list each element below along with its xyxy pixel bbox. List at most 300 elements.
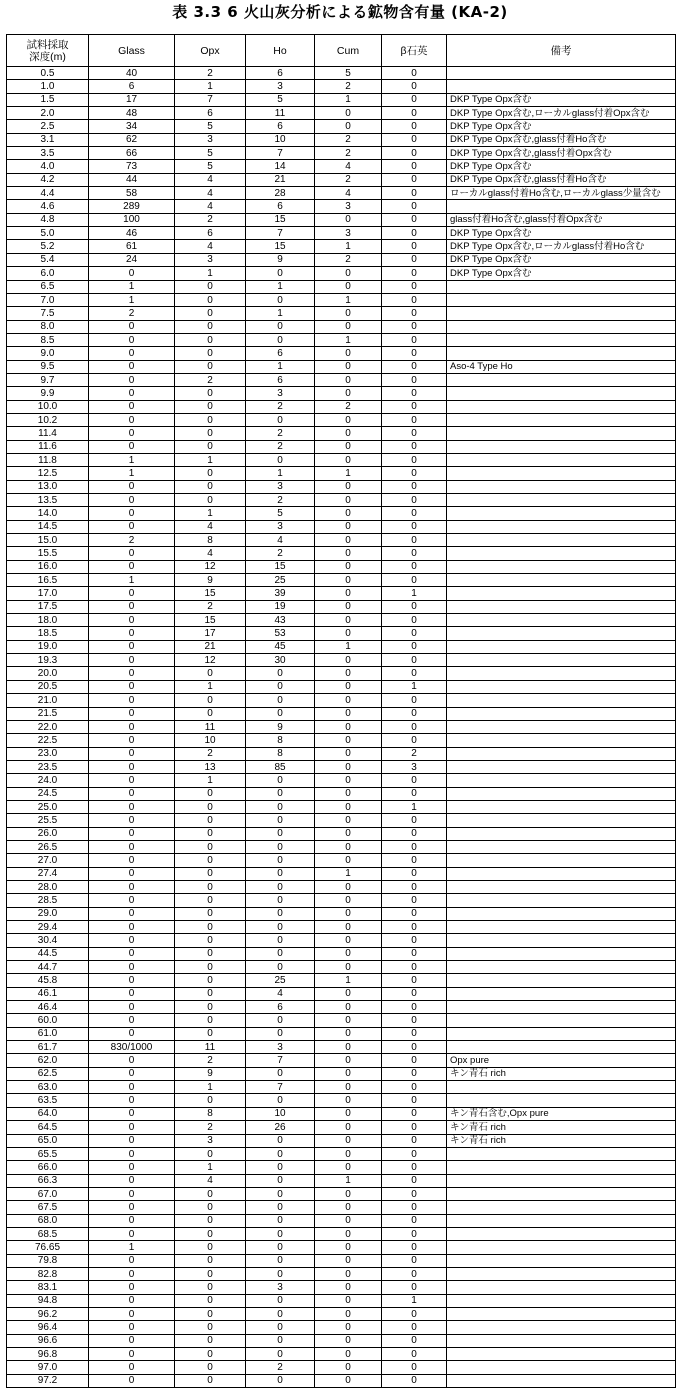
header-opx: Opx xyxy=(175,35,246,67)
table-row xyxy=(7,1374,676,1387)
glass-cell: 0 xyxy=(89,267,175,280)
opx-cell: 1 xyxy=(175,774,246,787)
glass-cell: 0 xyxy=(89,1014,175,1027)
depth-cell: 61.7 xyxy=(7,1041,89,1054)
glass-cell: 0 xyxy=(89,894,175,907)
cum-cell: 5 xyxy=(315,67,382,80)
table-row xyxy=(7,173,676,186)
ho-cell: 0 xyxy=(246,1201,315,1214)
note-cell xyxy=(447,707,676,720)
opx-cell: 9 xyxy=(175,1067,246,1080)
depth-cell: 13.0 xyxy=(7,480,89,493)
cum-cell: 0 xyxy=(315,760,382,773)
cum-cell: 1 xyxy=(315,867,382,880)
depth-cell: 14.5 xyxy=(7,520,89,533)
beta-quartz-cell: 0 xyxy=(382,373,447,386)
glass-cell: 0 xyxy=(89,1374,175,1387)
table-row xyxy=(7,1281,676,1294)
glass-cell: 0 xyxy=(89,1348,175,1361)
note-cell xyxy=(447,1081,676,1094)
ho-cell: 0 xyxy=(246,947,315,960)
opx-cell: 0 xyxy=(175,1001,246,1014)
ho-cell: 5 xyxy=(246,507,315,520)
header-depth-line2: 深度(m) xyxy=(29,50,66,63)
glass-cell: 0 xyxy=(89,947,175,960)
cum-cell: 0 xyxy=(315,734,382,747)
depth-cell: 3.5 xyxy=(7,147,89,160)
note-cell xyxy=(447,1307,676,1320)
table-row xyxy=(7,1294,676,1307)
glass-cell: 0 xyxy=(89,840,175,853)
note-cell xyxy=(447,1241,676,1254)
beta-quartz-cell: 0 xyxy=(382,707,447,720)
beta-quartz-cell: 0 xyxy=(382,1014,447,1027)
depth-cell: 9.5 xyxy=(7,360,89,373)
glass-cell: 0 xyxy=(89,627,175,640)
table-row xyxy=(7,160,676,173)
beta-quartz-cell: 0 xyxy=(382,1307,447,1320)
table-row xyxy=(7,80,676,93)
table-row xyxy=(7,440,676,453)
table-row xyxy=(7,427,676,440)
cum-cell: 0 xyxy=(315,574,382,587)
opx-cell: 5 xyxy=(175,160,246,173)
depth-cell: 20.5 xyxy=(7,680,89,693)
cum-cell: 1 xyxy=(315,640,382,653)
ho-cell: 0 xyxy=(246,814,315,827)
ho-cell: 43 xyxy=(246,614,315,627)
note-cell xyxy=(447,747,676,760)
depth-cell: 62.5 xyxy=(7,1067,89,1080)
table-row xyxy=(7,614,676,627)
ho-cell: 1 xyxy=(246,280,315,293)
table-row xyxy=(7,560,676,573)
glass-cell: 0 xyxy=(89,480,175,493)
opx-cell: 0 xyxy=(175,1094,246,1107)
beta-quartz-cell: 0 xyxy=(382,974,447,987)
cum-cell: 2 xyxy=(315,133,382,146)
beta-quartz-cell: 0 xyxy=(382,787,447,800)
ho-cell: 26 xyxy=(246,1121,315,1134)
ho-cell: 2 xyxy=(246,427,315,440)
note-cell xyxy=(447,907,676,920)
beta-quartz-cell: 0 xyxy=(382,67,447,80)
note-cell xyxy=(447,800,676,813)
cum-cell: 0 xyxy=(315,667,382,680)
note-cell xyxy=(447,680,676,693)
depth-cell: 16.0 xyxy=(7,560,89,573)
table-row xyxy=(7,1348,676,1361)
note-cell xyxy=(447,307,676,320)
header-depth-line1: 試料採取 xyxy=(26,38,69,51)
note-cell xyxy=(447,787,676,800)
depth-cell: 6.5 xyxy=(7,280,89,293)
cum-cell: 0 xyxy=(315,520,382,533)
depth-cell: 2.0 xyxy=(7,107,89,120)
note-cell xyxy=(447,547,676,560)
depth-cell: 28.5 xyxy=(7,894,89,907)
ho-cell: 0 xyxy=(246,1334,315,1347)
beta-quartz-cell: 0 xyxy=(382,921,447,934)
glass-cell: 0 xyxy=(89,707,175,720)
ho-cell: 2 xyxy=(246,440,315,453)
cum-cell: 0 xyxy=(315,800,382,813)
note-cell: キン青石 rich xyxy=(447,1121,676,1134)
cum-cell: 0 xyxy=(315,854,382,867)
opx-cell: 0 xyxy=(175,840,246,853)
note-cell xyxy=(447,974,676,987)
table-row xyxy=(7,640,676,653)
depth-cell: 11.8 xyxy=(7,453,89,466)
depth-cell: 79.8 xyxy=(7,1254,89,1267)
note-cell xyxy=(447,560,676,573)
ho-cell: 15 xyxy=(246,560,315,573)
ho-cell: 11 xyxy=(246,107,315,120)
ho-cell: 5 xyxy=(246,93,315,106)
cum-cell: 0 xyxy=(315,560,382,573)
ho-cell: 0 xyxy=(246,827,315,840)
glass-cell: 0 xyxy=(89,1161,175,1174)
glass-cell: 0 xyxy=(89,921,175,934)
ho-cell: 15 xyxy=(246,213,315,226)
glass-cell: 0 xyxy=(89,560,175,573)
depth-cell: 96.4 xyxy=(7,1321,89,1334)
beta-quartz-cell: 0 xyxy=(382,1054,447,1067)
note-cell xyxy=(447,373,676,386)
glass-cell: 1 xyxy=(89,574,175,587)
opx-cell: 0 xyxy=(175,1214,246,1227)
glass-cell: 0 xyxy=(89,827,175,840)
note-cell: DKP Type Opx含む xyxy=(447,120,676,133)
ho-cell: 1 xyxy=(246,307,315,320)
note-cell: DKP Type Opx含む xyxy=(447,227,676,240)
ho-cell: 0 xyxy=(246,453,315,466)
beta-quartz-cell: 0 xyxy=(382,1067,447,1080)
note-cell xyxy=(447,867,676,880)
table-row xyxy=(7,1054,676,1067)
depth-cell: 46.4 xyxy=(7,1001,89,1014)
table-row xyxy=(7,974,676,987)
note-cell xyxy=(447,1334,676,1347)
depth-cell: 22.0 xyxy=(7,720,89,733)
cum-cell: 0 xyxy=(315,307,382,320)
note-cell xyxy=(447,614,676,627)
table-row xyxy=(7,467,676,480)
note-cell xyxy=(447,320,676,333)
opx-cell: 1 xyxy=(175,80,246,93)
glass-cell: 2 xyxy=(89,307,175,320)
depth-cell: 18.5 xyxy=(7,627,89,640)
beta-quartz-cell: 0 xyxy=(382,1361,447,1374)
table-row xyxy=(7,774,676,787)
beta-quartz-cell: 0 xyxy=(382,987,447,1000)
opx-cell: 0 xyxy=(175,694,246,707)
beta-quartz-cell: 0 xyxy=(382,894,447,907)
table-row xyxy=(7,1321,676,1334)
note-cell xyxy=(447,961,676,974)
cum-cell: 4 xyxy=(315,160,382,173)
glass-cell: 0 xyxy=(89,507,175,520)
note-cell xyxy=(447,987,676,1000)
opx-cell: 13 xyxy=(175,760,246,773)
cum-cell: 0 xyxy=(315,961,382,974)
cum-cell: 0 xyxy=(315,1241,382,1254)
cum-cell: 0 xyxy=(315,747,382,760)
beta-quartz-cell: 0 xyxy=(382,880,447,893)
glass-cell: 0 xyxy=(89,520,175,533)
depth-cell: 44.7 xyxy=(7,961,89,974)
ho-cell: 4 xyxy=(246,987,315,1000)
depth-cell: 23.5 xyxy=(7,760,89,773)
opx-cell: 0 xyxy=(175,707,246,720)
table-row xyxy=(7,93,676,106)
cum-cell: 0 xyxy=(315,1321,382,1334)
beta-quartz-cell: 0 xyxy=(382,427,447,440)
table-title: 表 3.3 6 火山灰分析による鉱物含有量 (KA-2) xyxy=(172,3,508,21)
depth-cell: 4.6 xyxy=(7,200,89,213)
ho-cell: 6 xyxy=(246,120,315,133)
glass-cell: 100 xyxy=(89,213,175,226)
table-row xyxy=(7,333,676,346)
note-cell: DKP Type Opx含む,glass付着Opx含む xyxy=(447,147,676,160)
ho-cell: 3 xyxy=(246,1041,315,1054)
opx-cell: 0 xyxy=(175,667,246,680)
note-cell xyxy=(447,854,676,867)
ho-cell: 0 xyxy=(246,787,315,800)
ho-cell: 53 xyxy=(246,627,315,640)
table-row xyxy=(7,187,676,200)
note-cell xyxy=(447,720,676,733)
glass-cell: 0 xyxy=(89,814,175,827)
beta-quartz-cell: 0 xyxy=(382,1321,447,1334)
ho-cell: 0 xyxy=(246,413,315,426)
table-row xyxy=(7,1267,676,1280)
glass-cell: 0 xyxy=(89,1067,175,1080)
ho-cell: 0 xyxy=(246,1294,315,1307)
table-row xyxy=(7,200,676,213)
opx-cell: 0 xyxy=(175,987,246,1000)
ho-cell: 0 xyxy=(246,800,315,813)
ho-cell: 0 xyxy=(246,1374,315,1387)
table-row xyxy=(7,987,676,1000)
table-row xyxy=(7,1254,676,1267)
beta-quartz-cell: 0 xyxy=(382,507,447,520)
beta-quartz-cell: 0 xyxy=(382,614,447,627)
opx-cell: 1 xyxy=(175,507,246,520)
opx-cell: 0 xyxy=(175,293,246,306)
glass-cell: 0 xyxy=(89,1134,175,1147)
glass-cell: 0 xyxy=(89,1027,175,1040)
note-cell xyxy=(447,413,676,426)
opx-cell: 0 xyxy=(175,1281,246,1294)
ho-cell: 0 xyxy=(246,840,315,853)
glass-cell: 1 xyxy=(89,1241,175,1254)
opx-cell: 2 xyxy=(175,67,246,80)
table-row xyxy=(7,1001,676,1014)
cum-cell: 0 xyxy=(315,267,382,280)
glass-cell: 0 xyxy=(89,774,175,787)
depth-cell: 67.5 xyxy=(7,1201,89,1214)
table-row xyxy=(7,1081,676,1094)
beta-quartz-cell: 0 xyxy=(382,867,447,880)
cum-cell: 0 xyxy=(315,1281,382,1294)
depth-cell: 9.0 xyxy=(7,347,89,360)
cum-cell: 0 xyxy=(315,1027,382,1040)
header-row xyxy=(7,35,676,67)
table-row xyxy=(7,147,676,160)
depth-cell: 13.5 xyxy=(7,494,89,507)
glass-cell: 0 xyxy=(89,974,175,987)
depth-cell: 20.0 xyxy=(7,667,89,680)
note-cell: Opx pure xyxy=(447,1054,676,1067)
table-row xyxy=(7,267,676,280)
cum-cell: 0 xyxy=(315,840,382,853)
ho-cell: 0 xyxy=(246,1267,315,1280)
opx-cell: 0 xyxy=(175,1321,246,1334)
depth-cell: 76.65 xyxy=(7,1241,89,1254)
depth-cell: 97.0 xyxy=(7,1361,89,1374)
depth-cell: 62.0 xyxy=(7,1054,89,1067)
cum-cell: 0 xyxy=(315,1187,382,1200)
note-cell xyxy=(447,947,676,960)
beta-quartz-cell: 0 xyxy=(382,360,447,373)
ho-cell: 10 xyxy=(246,133,315,146)
table-row xyxy=(7,680,676,693)
note-cell xyxy=(447,1281,676,1294)
glass-cell: 0 xyxy=(89,587,175,600)
depth-cell: 65.0 xyxy=(7,1134,89,1147)
beta-quartz-cell: 0 xyxy=(382,200,447,213)
glass-cell: 0 xyxy=(89,1107,175,1120)
depth-cell: 68.0 xyxy=(7,1214,89,1227)
opx-cell: 8 xyxy=(175,1107,246,1120)
cum-cell: 0 xyxy=(315,827,382,840)
depth-cell: 1.5 xyxy=(7,93,89,106)
beta-quartz-cell: 0 xyxy=(382,494,447,507)
opx-cell: 4 xyxy=(175,173,246,186)
note-cell xyxy=(447,1187,676,1200)
ho-cell: 21 xyxy=(246,173,315,186)
opx-cell: 0 xyxy=(175,333,246,346)
depth-cell: 22.5 xyxy=(7,734,89,747)
depth-cell: 46.1 xyxy=(7,987,89,1000)
note-cell xyxy=(447,640,676,653)
note-cell: キン青石 rich xyxy=(447,1134,676,1147)
beta-quartz-cell: 0 xyxy=(382,307,447,320)
depth-cell: 15.5 xyxy=(7,547,89,560)
opx-cell: 0 xyxy=(175,880,246,893)
note-cell xyxy=(447,80,676,93)
opx-cell: 2 xyxy=(175,213,246,226)
opx-cell: 0 xyxy=(175,1307,246,1320)
depth-cell: 25.0 xyxy=(7,800,89,813)
ho-cell: 0 xyxy=(246,1134,315,1147)
note-cell xyxy=(447,387,676,400)
cum-cell: 0 xyxy=(315,494,382,507)
glass-cell: 0 xyxy=(89,654,175,667)
ho-cell: 0 xyxy=(246,1014,315,1027)
beta-quartz-cell: 0 xyxy=(382,854,447,867)
note-cell xyxy=(447,587,676,600)
glass-cell: 289 xyxy=(89,200,175,213)
note-cell: Aso-4 Type Ho xyxy=(447,360,676,373)
opx-cell: 0 xyxy=(175,1227,246,1240)
glass-cell: 0 xyxy=(89,880,175,893)
opx-cell: 5 xyxy=(175,147,246,160)
ho-cell: 45 xyxy=(246,640,315,653)
glass-cell: 1 xyxy=(89,453,175,466)
glass-cell: 0 xyxy=(89,1214,175,1227)
ho-cell: 0 xyxy=(246,1067,315,1080)
opx-cell: 4 xyxy=(175,240,246,253)
beta-quartz-cell: 0 xyxy=(382,1187,447,1200)
ho-cell: 0 xyxy=(246,1094,315,1107)
beta-quartz-cell: 0 xyxy=(382,961,447,974)
note-cell xyxy=(447,774,676,787)
beta-quartz-cell: 0 xyxy=(382,627,447,640)
note-cell xyxy=(447,1294,676,1307)
opx-cell: 0 xyxy=(175,800,246,813)
glass-cell: 0 xyxy=(89,760,175,773)
cum-cell: 0 xyxy=(315,774,382,787)
ho-cell: 0 xyxy=(246,293,315,306)
table-row xyxy=(7,67,676,80)
beta-quartz-cell: 0 xyxy=(382,1001,447,1014)
table-row xyxy=(7,894,676,907)
note-cell xyxy=(447,1214,676,1227)
glass-cell: 73 xyxy=(89,160,175,173)
glass-cell: 0 xyxy=(89,1227,175,1240)
glass-cell: 2 xyxy=(89,534,175,547)
cum-cell: 0 xyxy=(315,1054,382,1067)
note-cell xyxy=(447,347,676,360)
beta-quartz-cell: 0 xyxy=(382,1267,447,1280)
note-cell: DKP Type Opx含む xyxy=(447,160,676,173)
glass-cell: 0 xyxy=(89,934,175,947)
glass-cell: 0 xyxy=(89,987,175,1000)
note-cell xyxy=(447,520,676,533)
glass-cell: 0 xyxy=(89,427,175,440)
beta-quartz-cell: 0 xyxy=(382,520,447,533)
beta-quartz-cell: 0 xyxy=(382,1107,447,1120)
header-cum: Cum xyxy=(315,35,382,67)
cum-cell: 3 xyxy=(315,227,382,240)
depth-cell: 8.0 xyxy=(7,320,89,333)
opx-cell: 2 xyxy=(175,1121,246,1134)
depth-cell: 44.5 xyxy=(7,947,89,960)
glass-cell: 0 xyxy=(89,547,175,560)
note-cell: DKP Type Opx含む xyxy=(447,267,676,280)
ho-cell: 0 xyxy=(246,1307,315,1320)
note-cell xyxy=(447,574,676,587)
glass-cell: 6 xyxy=(89,80,175,93)
opx-cell: 15 xyxy=(175,614,246,627)
note-cell xyxy=(447,1254,676,1267)
note-cell xyxy=(447,427,676,440)
glass-cell: 44 xyxy=(89,173,175,186)
depth-cell: 14.0 xyxy=(7,507,89,520)
beta-quartz-cell: 0 xyxy=(382,560,447,573)
table-row xyxy=(7,667,676,680)
note-cell xyxy=(447,1348,676,1361)
ho-cell: 14 xyxy=(246,160,315,173)
depth-cell: 9.7 xyxy=(7,373,89,386)
cum-cell: 0 xyxy=(315,387,382,400)
table-row xyxy=(7,934,676,947)
cum-cell: 0 xyxy=(315,1161,382,1174)
depth-cell: 96.2 xyxy=(7,1307,89,1320)
opx-cell: 0 xyxy=(175,921,246,934)
